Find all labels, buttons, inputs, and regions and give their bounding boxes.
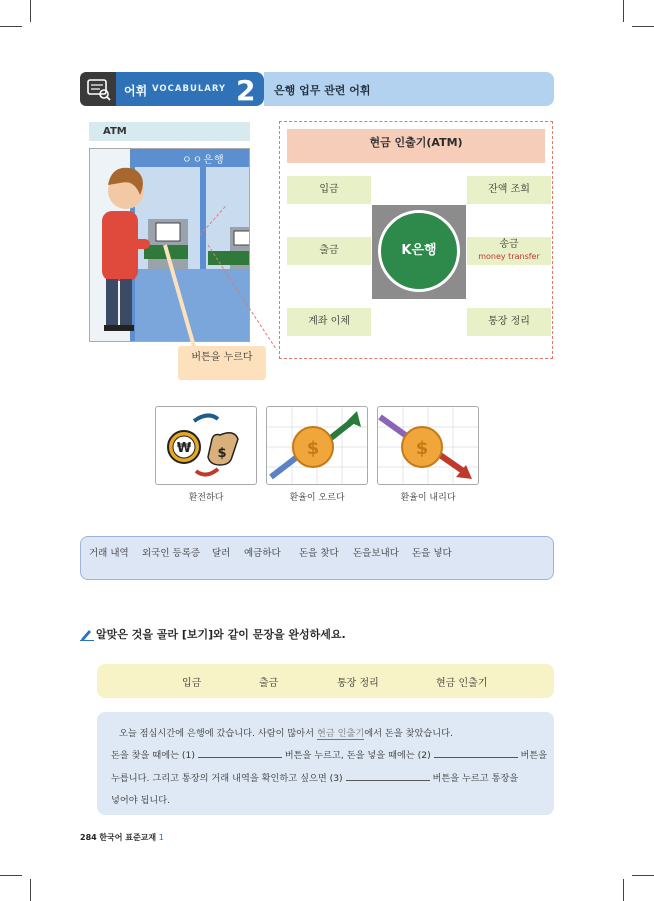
answer-blank-2[interactable] bbox=[434, 749, 518, 758]
rate-up-picture bbox=[266, 406, 368, 485]
crop-mark bbox=[632, 875, 654, 876]
picture-caption: 환율이 오르다 bbox=[289, 493, 345, 503]
crop-mark bbox=[623, 0, 624, 22]
book-volume: 1 bbox=[158, 833, 164, 842]
passage-text: 누릅니다. 그리고 통장의 거래 내역을 확인하고 싶으면 (3) bbox=[111, 773, 346, 784]
choice-item: 현금 인출기 bbox=[436, 678, 488, 689]
page-footer bbox=[80, 832, 164, 843]
crop-mark bbox=[623, 879, 624, 901]
bank-logo: K은행 bbox=[378, 210, 460, 292]
remit-label: 송금 bbox=[499, 239, 519, 250]
crop-mark bbox=[0, 26, 22, 27]
svg-text:₩: ₩ bbox=[176, 441, 192, 456]
word-bank-item: 거래 내역 bbox=[89, 548, 129, 559]
section-title-bar bbox=[264, 72, 554, 106]
word-bank-item: 외국인 등록증 bbox=[142, 548, 201, 559]
page-number: 284 bbox=[80, 833, 97, 842]
passage-text: 버튼을 bbox=[517, 750, 548, 761]
transfer-button[interactable]: 계좌 이체 bbox=[287, 308, 371, 336]
passage-text: 에서 돈을 찾았습니다. bbox=[364, 728, 453, 739]
exchange-picture bbox=[155, 406, 257, 485]
passage-line bbox=[111, 747, 547, 761]
answer-blank-3[interactable] bbox=[346, 772, 430, 781]
choice-item: 출금 bbox=[259, 678, 279, 689]
section-label-en: VOCABULARY bbox=[152, 84, 227, 94]
svg-text:$: $ bbox=[217, 446, 227, 461]
word-bank bbox=[80, 536, 554, 580]
picture-caption: 환전하다 bbox=[188, 493, 224, 503]
pencil-icon bbox=[80, 626, 94, 645]
svg-text:$: $ bbox=[415, 438, 429, 459]
passage-text: 돈을 찾을 때에는 (1) bbox=[111, 750, 198, 761]
remit-en-label: money transfer bbox=[478, 252, 540, 261]
crop-mark bbox=[0, 875, 22, 876]
rate-down-picture bbox=[377, 406, 479, 485]
picture-caption: 환율이 내리다 bbox=[400, 493, 456, 503]
example-answer: 현금 인출기 bbox=[316, 728, 365, 739]
section-label-ko: 어휘 bbox=[124, 84, 148, 98]
svg-text:$: $ bbox=[306, 438, 320, 459]
passage-text: 버튼을 누르고 통장을 bbox=[429, 773, 519, 784]
balance-button[interactable]: 잔액 조회 bbox=[467, 176, 551, 204]
atm-label: ATM bbox=[89, 122, 250, 141]
passage-line bbox=[119, 725, 453, 739]
crop-mark bbox=[632, 26, 654, 27]
atm-panel-title: 현금 인출기(ATM) bbox=[287, 129, 545, 163]
bank-sign: ㅇㅇ은행 bbox=[182, 155, 225, 166]
choice-box bbox=[97, 664, 554, 698]
word-bank-item: 돈을 넣다 bbox=[412, 548, 452, 559]
passage-line: 넣어야 됩니다. bbox=[111, 795, 171, 806]
exercise-passage bbox=[97, 712, 554, 815]
remit-button[interactable] bbox=[467, 237, 551, 265]
answer-blank-1[interactable] bbox=[198, 749, 282, 758]
crop-mark bbox=[30, 879, 31, 901]
passage-line bbox=[111, 770, 518, 784]
deposit-button[interactable]: 입금 bbox=[287, 176, 371, 204]
word-bank-item: 예금하다 bbox=[244, 548, 281, 559]
choice-item: 입금 bbox=[182, 678, 202, 689]
section-number: 2 bbox=[236, 74, 256, 107]
button-note: 버튼을 누르다 bbox=[178, 346, 266, 380]
word-bank-item: 돈을 찾다 bbox=[299, 548, 339, 559]
word-bank-item: 돈을보내다 bbox=[353, 548, 399, 559]
choice-item: 통장 정리 bbox=[337, 678, 379, 689]
book-title: 한국어 표준교재 bbox=[99, 833, 157, 842]
section-title: 은행 업무 관련 어휘 bbox=[274, 84, 371, 97]
passage-text: 오늘 점심시간에 은행에 갔습니다. 사람이 많아서 bbox=[119, 728, 317, 739]
passbook-button[interactable]: 통장 정리 bbox=[467, 308, 551, 336]
withdraw-button[interactable]: 출금 bbox=[287, 237, 371, 265]
exercise-instruction: 알맞은 것을 골라 [보기]와 같이 문장을 완성하세요. bbox=[96, 628, 346, 641]
passage-text: 버튼을 누르고, 돈을 넣을 때에는 (2) bbox=[281, 750, 434, 761]
callout-lines bbox=[150, 205, 290, 350]
crop-mark bbox=[30, 0, 31, 22]
section-label bbox=[116, 72, 264, 106]
vocabulary-icon bbox=[80, 72, 116, 106]
word-bank-item: 달러 bbox=[212, 548, 231, 559]
